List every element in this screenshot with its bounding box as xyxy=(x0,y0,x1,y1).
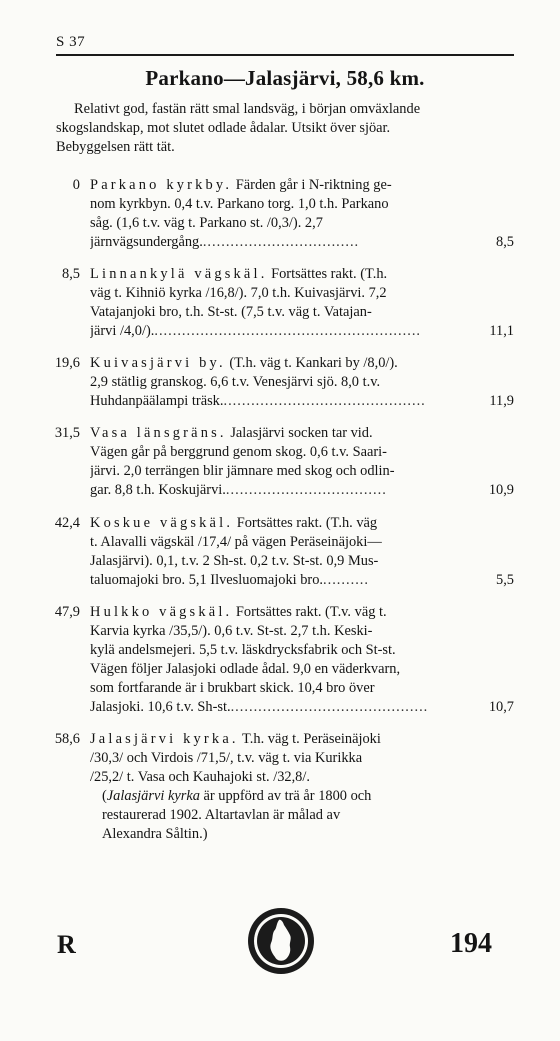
entry-line: Jalasjärvi). 0,1, t.v. 2 Sh-st. 0,2 t.v. St-st. 0,9 Mus- xyxy=(90,553,379,569)
intro-line: Bebyggelsen rätt tät. xyxy=(56,139,175,155)
intro-paragraph xyxy=(56,100,516,157)
entry-line: Huhdanpäälampi träsk............................................. xyxy=(90,393,426,409)
entry-note-line: restaurerad 1902. Altartavlan är målad av xyxy=(102,807,341,823)
entry-text xyxy=(90,514,474,590)
entry-total: 10,9 xyxy=(488,482,514,498)
place-name: Jalasjärvi kyrka. xyxy=(90,731,239,747)
entry-line: /30,3/ och Virdois /71,5/, t.v. väg t. via Kurikka xyxy=(90,750,363,766)
entry-line: gar. 8,8 t.h. Koskujärvi.................................... xyxy=(90,482,387,498)
tourist-association-seal-icon xyxy=(246,906,316,976)
entry-km: 8,5 xyxy=(62,266,80,282)
entry-text xyxy=(90,603,474,717)
entry-text xyxy=(90,730,474,844)
entry-km: 19,6 xyxy=(54,355,80,371)
entry-line: såg. (1,6 t.v. väg t. Parkano st. /0,3/). 2,7 xyxy=(90,215,323,231)
entry-line: Jalasjärvi kyrka. T.h. väg t. Peräseinäjoki xyxy=(90,731,381,747)
entry-note-line: Alexandra Såltin.) xyxy=(102,826,208,842)
entry-line: Koskue vägskäl. Fortsättes rakt. (T.h. väg xyxy=(90,515,378,531)
entry-km: 47,9 xyxy=(54,604,80,620)
entry-text xyxy=(90,176,474,252)
page-title: Parkano—Jalasjärvi, 58,6 km. xyxy=(145,66,425,90)
entry-line: järvi /4,0/)........................................................... xyxy=(90,323,422,339)
entry-line: Vägen följer Jalasjoki odlade ådal. 9,0 en väderkvarn, xyxy=(90,661,401,677)
entry-line: Karvia kyrka /35,5/). 0,6 t.v. St-st. 2,7 t.h. Keski- xyxy=(90,623,373,639)
entry-line: t. Alavalli vägskäl /17,4/ på vägen Peräseinäjoki— xyxy=(90,534,382,550)
entry-line: Linnankylä vägskäl. Fortsättes rakt. (T.h. xyxy=(90,266,388,282)
entry-text xyxy=(90,265,474,341)
place-name: Parkano kyrkby. xyxy=(90,177,233,193)
entry-line: 2,9 stätlig granskog. 6,6 t.v. Venesjärvi sjö. 8,0 t.v. xyxy=(90,374,381,390)
place-name: Hulkko vägskäl. xyxy=(90,604,233,620)
entry-line: järnvägsundergång................................... xyxy=(90,234,360,250)
page-number: 194 xyxy=(450,928,492,959)
place-name: Kuivasjärvi by. xyxy=(90,355,226,371)
place-name: Linnankylä vägskäl. xyxy=(90,266,268,282)
entry-text xyxy=(90,424,474,500)
intro-line: Relativt god, fastän rätt smal landsväg, i början omväxlande xyxy=(74,101,421,117)
entry-line: kylä andelsmejeri. 5,5 t.v. läskdrycksfabrik och St-st. xyxy=(90,642,396,658)
entry-total: 8,5 xyxy=(496,234,514,250)
entry-note-line: (Jalasjärvi kyrka är uppförd av trä år 1800 och xyxy=(102,788,372,804)
entry-text xyxy=(90,354,474,411)
entry-km: 58,6 xyxy=(54,731,80,747)
italic-church-name: Jalasjärvi kyrka xyxy=(106,788,200,804)
header-rule xyxy=(56,54,514,56)
entry-line: Kuivasjärvi by. (T.h. väg t. Kankari by /8,0/). xyxy=(90,355,398,371)
entry-km: 31,5 xyxy=(54,425,80,441)
entry-total: 11,1 xyxy=(489,323,514,339)
entry-line: /25,2/ t. Vasa och Kauhajoki st. /32,8/. xyxy=(90,769,310,785)
entry-km: 0 xyxy=(72,177,80,193)
entry-line: järvi. 2,0 terrängen blir jämnare med skog och odlin- xyxy=(90,463,395,479)
entry-line: Jalasjoki. 10,6 t.v. Sh-st............................................ xyxy=(90,699,429,715)
intro-line: skogslandskap, mot slutet odlade ådalar. Utsikt över sjöar. xyxy=(56,120,391,136)
entry-line: Vägen går på berggrund genom skog. 0,6 t.v. Saari- xyxy=(90,444,387,460)
entry-line: taluomajoki bro. 5,1 Ilvesluomajoki bro........... xyxy=(90,572,369,588)
entry-total: 10,7 xyxy=(488,699,514,715)
place-name: Vasa länsgräns. xyxy=(90,425,227,441)
place-name: Koskue vägskäl. xyxy=(90,515,234,531)
entry-line: Vasa länsgräns. Jalasjärvi socken tar vid. xyxy=(90,425,373,441)
entry-km: 42,4 xyxy=(54,515,80,531)
entry-line: som fortfarande är i brukbart skick. 10,4 bro över xyxy=(90,680,375,696)
entry-line: Parkano kyrkby. Färden går i N-riktning ge- xyxy=(90,177,392,193)
entry-line: nom kyrkbyn. 0,4 t.v. Parkano torg. 1,0 t.h. Parkano xyxy=(90,196,389,212)
entry-total: 5,5 xyxy=(496,572,514,588)
entry-line: Vatajanjoki bro, t.h. St-st. (7,5 t.v. väg t. Vatajan- xyxy=(90,304,372,320)
entry-line: Hulkko vägskäl. Fortsättes rakt. (T.v. väg t. xyxy=(90,604,387,620)
running-head: S 37 xyxy=(56,34,86,50)
entry-total: 11,9 xyxy=(489,393,514,409)
entry-line: väg t. Kihniö kyrka /16,8/). 7,0 t.h. Kuivasjärvi. 7,2 xyxy=(90,285,387,301)
signature-letter: R xyxy=(57,930,76,959)
